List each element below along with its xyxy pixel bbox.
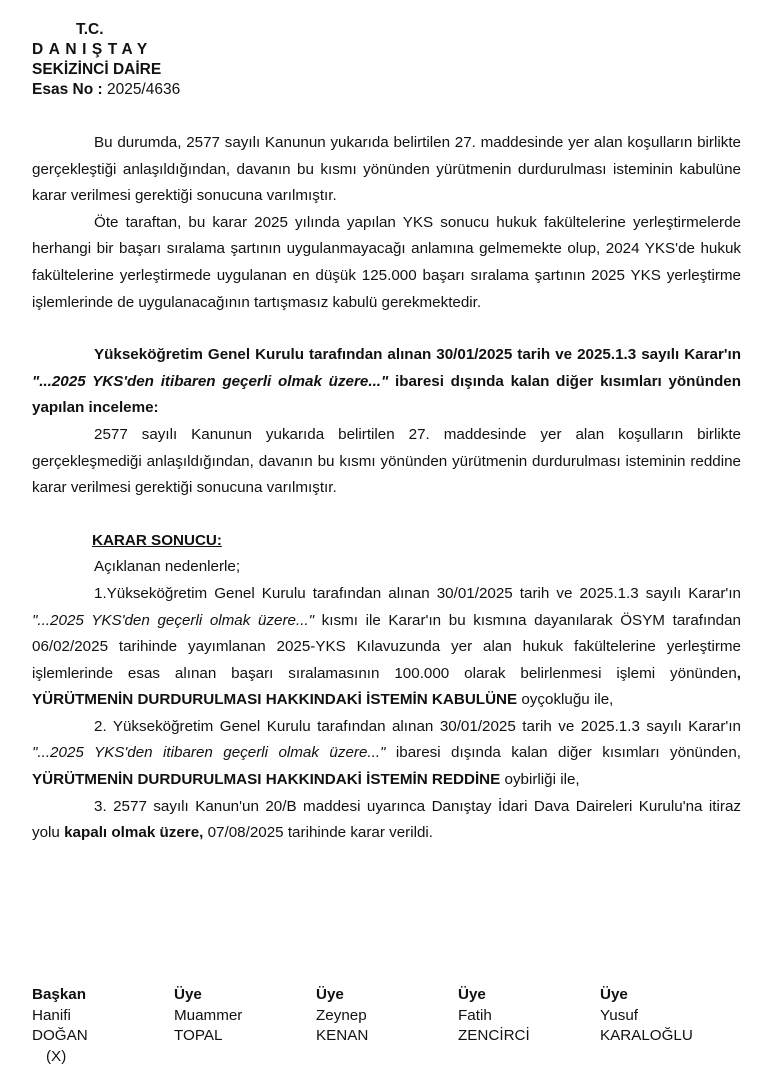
decision-item-3: 3. 2577 sayılı Kanun'un 20/B maddesi uyarınca Danıştay İdari Dava Daireleri Kurulu'na itiraz yolu kapalı olmak üzere, 07/08/2025 tarihinde karar verildi. — [32, 797, 741, 842]
ruling-rejection: YÜRÜTMENİN DURDURULMASI HAKKINDAKİ İSTEMİN REDDİNE — [32, 771, 501, 789]
case-number-value: 2025/4636 — [106, 81, 181, 98]
appeal-closed: kapalı olmak üzere, — [64, 824, 204, 842]
dissent-mark: (X) — [46, 1047, 67, 1065]
decision-item-2: 2. Yükseköğretim Genel Kurulu tarafından alınan 30/01/2025 tarih ve 2025.1.3 sayılı Karar'ın "...2025 YKS'den itibaren geçerli olmak üzere..." ibaresi dışında kalan diğer kısımları yönünden, YÜRÜTMENİN DURDURULMASI HAKKINDAKİ İSTEMİN REDDİNE oybirliği ile, — [32, 717, 741, 789]
signature-member: Üye Yusuf KARALOĞLU — [600, 986, 693, 1044]
signature-member: Üye Zeynep KENAN — [316, 986, 369, 1044]
chamber-name: SEKİZİNCİ DAİRE — [32, 61, 162, 78]
document-header — [32, 20, 180, 100]
signature-member: Üye Fatih ZENCİRCİ — [458, 986, 530, 1044]
document-body — [32, 130, 741, 847]
quoted-phrase: "...2025 YKS'den geçerli olmak üzere..." — [32, 611, 315, 629]
ruling-acceptance: , YÜRÜTMENİN DURDURULMASI HAKKINDAKİ İSTEMİN KABULÜNE — [32, 664, 741, 709]
paragraph-3-heading: Yükseköğretim Genel Kurulu tarafından alınan 30/01/2025 tarih ve 2025.1.3 sayılı Karar'ın "...2025 YKS'den itibaren geçerli olmak üzere..." ibaresi dışında kalan diğer kısımları yönünden yapılan inceleme: — [32, 346, 742, 417]
decision-intro: Açıklanan nedenlerle; — [94, 558, 241, 576]
signature-member: Üye Muammer TOPAL — [174, 986, 243, 1044]
paragraph-4: 2577 sayılı Kanunun yukarıda belirtilen 27. maddesinde yer alan koşulların birlikte gerçekleşmediği anlaşıldığından, davanın bu kısmı yönünden yürütmenin durdurulması isteminin reddine karar verilmesi gerektiği sonucuna varılmıştır. — [32, 425, 741, 497]
paragraph-1: Bu durumda, 2577 sayılı Kanunun yukarıda belirtilen 27. maddesinde yer alan koşulların birlikte gerçekleştiği anlaşıldığından, davanın bu kısmı yönünden yürütmenin durdurulması isteminin kabulüne karar verilmesi gerektiği sonucuna varılmıştır. — [32, 134, 741, 205]
decision-heading: KARAR SONUCU: — [92, 531, 222, 549]
case-number — [32, 80, 180, 100]
paragraph-2: Öte taraftan, bu karar 2025 yılında yapılan YKS sonucu hukuk fakültelerine yerleştirmelerde herhangi bir başarı sıralama şartının uygulanmayacağı anlamına gelmemekte olup, 2024 YKS'de hukuk fakültelerine yerleştirmede uygulanan en düşük 125.000 başarı sıralama şartının 2025 YKS yerleştirme işlemlerinde de uygulanacağının tartışmasız kabulü gerekmektedir. — [32, 213, 741, 311]
signature-president: Başkan Hanifi DOĞAN (X) — [32, 985, 88, 1067]
quoted-phrase: "...2025 YKS'den itibaren geçerli olmak üzere..." — [32, 744, 386, 762]
case-number-label: Esas No : — [32, 81, 103, 98]
quoted-phrase: "...2025 YKS'den itibaren geçerli olmak üzere..." — [32, 372, 389, 390]
tc-label: T.C. — [76, 21, 104, 38]
court-name: DANIŞTAY — [32, 41, 153, 58]
decision-item-1: 1.Yükseköğretim Genel Kurulu tarafından alınan 30/01/2025 tarih ve 2025.1.3 sayılı Karar'ın "...2025 YKS'den geçerli olmak üzere..." kısmı ile Karar'ın bu kısmına dayanılarak ÖSYM tarafından 06/02/2025 tarihinde yayımlanan 2025-YKS Kılavuzunda yer alan hukuk fakültelerine yerleştirme işlemlerinde esas alınan başarı sıralamasının 100.000 olarak belirlenmesi işlemi yönünden, YÜRÜTMENİN DURDURULMASI HAKKINDAKİ İSTEMİN KABULÜNE oyçokluğu ile, — [32, 584, 741, 709]
